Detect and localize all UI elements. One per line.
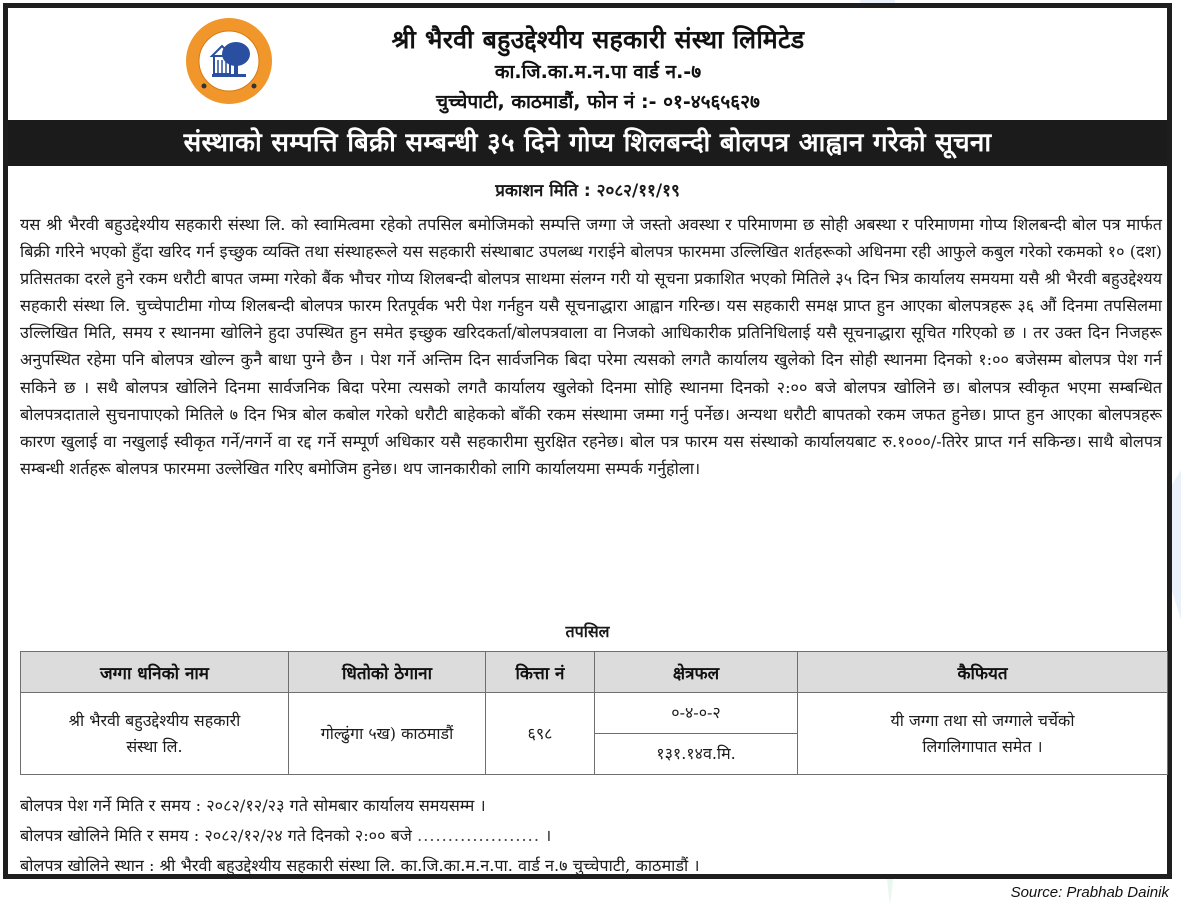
notice-paragraph: यस श्री भैरवी बहुउद्देश्यीय सहकारी संस्था लि. को स्वामित्वमा रहेको तपसिल बमोजिमको सम्पत्ति जग्गा जे जस्तो अवस्था र परिमाणमा छ सोही अबस्था र परिमाणमा गोप्य शिलबन्दी बोल पत्र मार्फत बिक्री गरिने भएको हुँदा खरिद गर्न इच्छुक व्यक्ति तथा संस्थाहरूले यस सहकारी संस्थाबाट उपलब्ध गराईने बोलपत्र फारममा उल्लिखित शर्तहरूको अधिनमा रही आफुले कबुल गरेको रकमको १० (दश) प्रतिसतका दरले हुने रकम धरौटी बापत जम्मा गरेको बैंक भौचर गोप्य शिलबन्दी बोलपत्र साथमा संलग्न गरी यो सूचना प्रकाशित भएको मितिले ३५ दिन भित्र कार्यालय समयमा यसै श्री भैरवी बहुउद्देश्यय सहकारी संस्था लि. चुच्चेपाटीमा गोप्य शिलबन्दी बोलपत्र फारम रितपूर्वक भरी पेश गर्नहुन यसै सूचनाद्धारा आह्वान गरिन्छ। यस सहकारी समक्ष प्राप्त हुन आएका बोलपत्रहरू ३६ औं दिनमा तपसिलमा उल्लिखित मिति, समय र स्थानमा खोलिने हुदा उपस्थित हुन समेत इच्छुक खरिदकर्ता/बोलपत्रवाला वा निजको आधिकारीक प्रतिनिधिलाई यसै सूचनाद्धारा सूचित गरिएको छ । तर उक्त दिन निजहरू अनुपस्थित रहेमा पनि बोलपत्र खोल्न कुनै बाधा पुग्ने छैन । पेश गर्ने अन्तिम दिन सार्वजनिक बिदा परेमा त्यसको लगतै कार्यालय खुलेको दिन सोही स्थानमा दिनको १:०० बजेसम्म बोलपत्र पेश गर्न सकिने छ । सथै बोलपत्र खोलिने दिनमा सार्वजनिक बिदा परेमा त्यसको लगतै कार्यालय खुलेको दिनमा सोहि स्थानमा दिनको २:०० बजे बोलपत्र खोलिने छ। बोलपत्र स्वीकृत भएमा सम्बन्धित बोलपत्रदाताले सुचनापाएको मितिले ७ दिन भित्र बोल कबोल गरेको धरौटी बाहेकको बाँकी रकम संस्थामा जम्मा गर्नु पर्नेछ। अन्यथा धरौटी बापतको रकम जफत हुनेछ। प्राप्त हुन आएका बोलपत्रहरू कारण खुलाई वा नखुलाई स्वीकृत गर्ने/नगर्ने वा रद्द गर्ने सम्पूर्ण अधिकार यसै सहकारीमा सुरक्षित रहनेछ। बोल पत्र फारम यस संस्थाको कार्यालयबाट रु.१०००/-तिरेर प्राप्त गर्न सकिन्छ। साथै बोलपत्र सम्बन्धी शर्तहरू बोलपत्र फारममा उल्लेखित गरिए बमोजिम हुनेछ। थप जानकारीको लागि कार्यालयमा सम्पर्क गर्नुहोला। [20, 215, 1162, 478]
organization-address: का.जि.का.म.न.पा वार्ड न.-७ [494, 61, 702, 83]
schedule-heading: तपसिल [565, 622, 610, 641]
notice-title: संस्थाको सम्पत्ति बिक्री सम्बन्धी ३५ दिने गोप्य शिलबन्दी बोलपत्र आह्वान गरेको सूचना [8, 120, 1167, 166]
submission-date-line: बोलपत्र पेश गर्ने मिति र समय : २०८२/१२/२३ गते सोमबार कार्यालय समयसम्म । [20, 796, 486, 815]
cell-area-sqm: १३१.१४व.मि. [595, 734, 798, 775]
cell-remarks: यी जग्गा तथा सो जग्गाले चर्चेको लिगलिगापात समेत । [798, 693, 1168, 775]
cell-plot-no: ६९८ [486, 693, 595, 775]
column-header-owner: जग्गा धनिको नाम [21, 652, 289, 693]
opening-date-end: । [545, 826, 552, 845]
cell-owner: श्री भैरवी बहुउद्देश्यीय सहकारी संस्था लि. [21, 693, 289, 775]
cell-address: गोल्ढुंगा ५ख) काठमाडौं [289, 693, 486, 775]
organization-name: श्री भैरवी बहुउद्देश्यीय सहकारी संस्था लिमिटेड [391, 25, 805, 54]
table-row [21, 693, 1168, 734]
table-header-row [21, 652, 1168, 693]
publication-date-label: प्रकाशन मिति : [495, 181, 591, 201]
opening-date-text: बोलपत्र खोलिने मिति र समय : २०८२/१२/२४ गते दिनको २:०० बजे [20, 826, 412, 845]
blank-fill-dots: .................... [417, 826, 540, 845]
schedule-table [20, 651, 1168, 775]
publication-date-value: २०८२/११/१९ [596, 181, 680, 201]
tender-schedule-details [20, 791, 1160, 881]
opening-place-line: बोलपत्र खोलिने स्थान : श्री भैरवी बहुउद्देश्यीय सहकारी संस्था लि. का.जि.का.म.न.पा. वार्ड न.७ चुच्चेपाटी, काठमाडौं । [20, 856, 700, 875]
notice-body [20, 211, 1162, 482]
opening-date-line [20, 821, 1160, 851]
column-header-area: क्षेत्रफल [595, 652, 798, 693]
publication-date [8, 178, 1167, 201]
column-header-address: धितोको ठेगाना [289, 652, 486, 693]
notice-header [8, 8, 1167, 118]
organization-contact: चुच्चेपाटी, काठमाडौं, फोन नं :- ०१-४५६५६२७ [436, 91, 760, 113]
column-header-remarks: कैफियत [798, 652, 1168, 693]
notice-frame [3, 3, 1172, 879]
column-header-plot-no: कित्ता नं [486, 652, 595, 693]
cooperative-seal-logo-icon [184, 16, 274, 106]
source-credit: Source: Prabhab Dainik [1010, 884, 1169, 901]
cell-area-ropani: ०-४-०-२ [595, 693, 798, 734]
